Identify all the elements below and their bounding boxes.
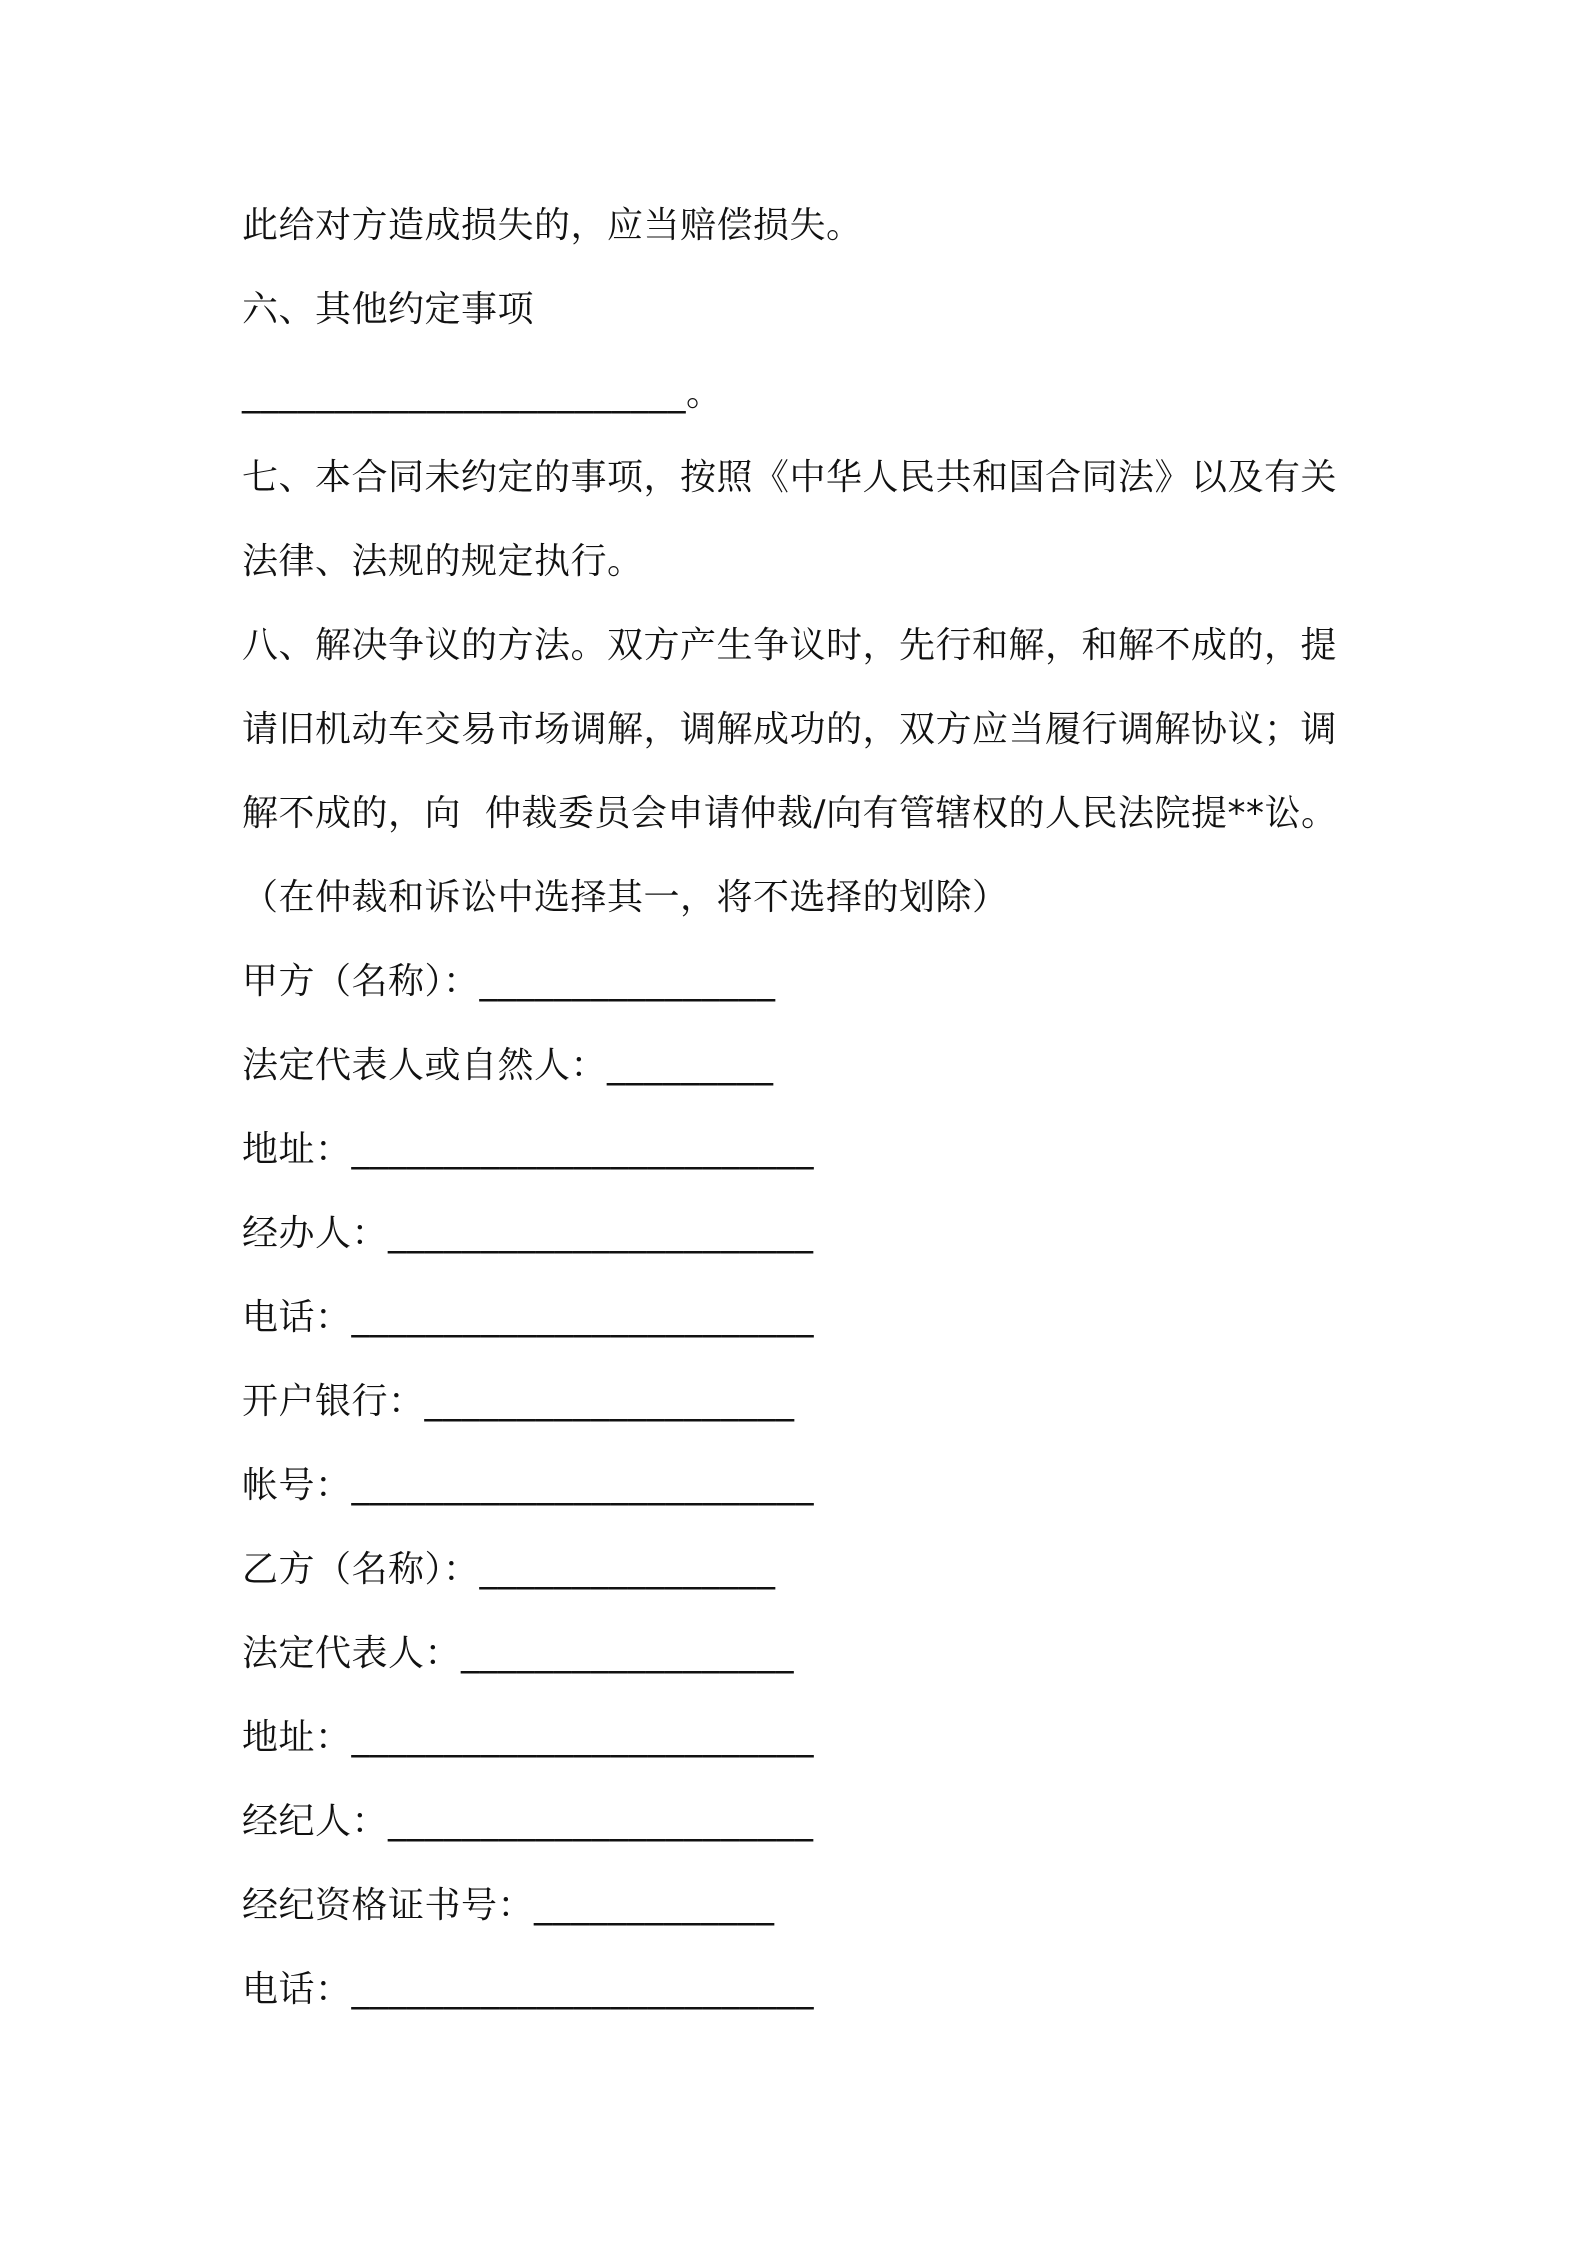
party-a-account-field: 帐号：_________________________ (242, 1465, 815, 1506)
party-b-license-field: 经纪资格证书号：_____________ (242, 1885, 775, 1926)
party-a-bank-field: 开户银行：____________________ (242, 1381, 795, 1422)
party-b-representative-field: 法定代表人：__________________ (242, 1633, 795, 1674)
text-line-damages: 此给对方造成损失的，应当赔偿损失。 (242, 205, 863, 246)
party-a-phone-field: 电话：_________________________ (242, 1297, 815, 1338)
blank-line-other-terms: ________________________。 (242, 373, 723, 414)
party-a-representative-field: 法定代表人或自然人：_________ (242, 1045, 774, 1086)
section-heading-other-terms: 六、其他约定事项 (242, 289, 535, 330)
text-line-section-7-b: 法律、法规的规定执行。 (242, 541, 644, 582)
party-b-name-field: 乙方（名称）：________________ (242, 1549, 776, 1590)
party-a-handler-field: 经办人：_______________________ (242, 1213, 814, 1254)
party-a-address-field: 地址：_________________________ (242, 1129, 815, 1170)
text-line-section-8-a: 八、解决争议的方法。双方产生争议时，先行和解，和解不成的，提 (242, 625, 1338, 666)
text-line-section-8-note: （在仲裁和诉讼中选择其一，将不选择的划除） (242, 877, 1009, 918)
text-line-section-8-b: 请旧机动车交易市场调解，调解成功的，双方应当履行调解协议；调 (242, 709, 1338, 750)
party-b-address-field: 地址：_________________________ (242, 1717, 815, 1758)
party-a-name-field: 甲方（名称）：________________ (242, 961, 776, 1002)
party-b-phone-field: 电话：_________________________ (242, 1969, 815, 2010)
party-b-broker-field: 经纪人：_______________________ (242, 1801, 814, 1842)
text-line-section-8-c: 解不成的，向 仲裁委员会申请仲裁/向有管辖权的人民法院提**讼。 (242, 793, 1338, 834)
text-line-section-7-a: 七、本合同未约定的事项，按照《中华人民共和国合同法》以及有关 (242, 457, 1338, 498)
